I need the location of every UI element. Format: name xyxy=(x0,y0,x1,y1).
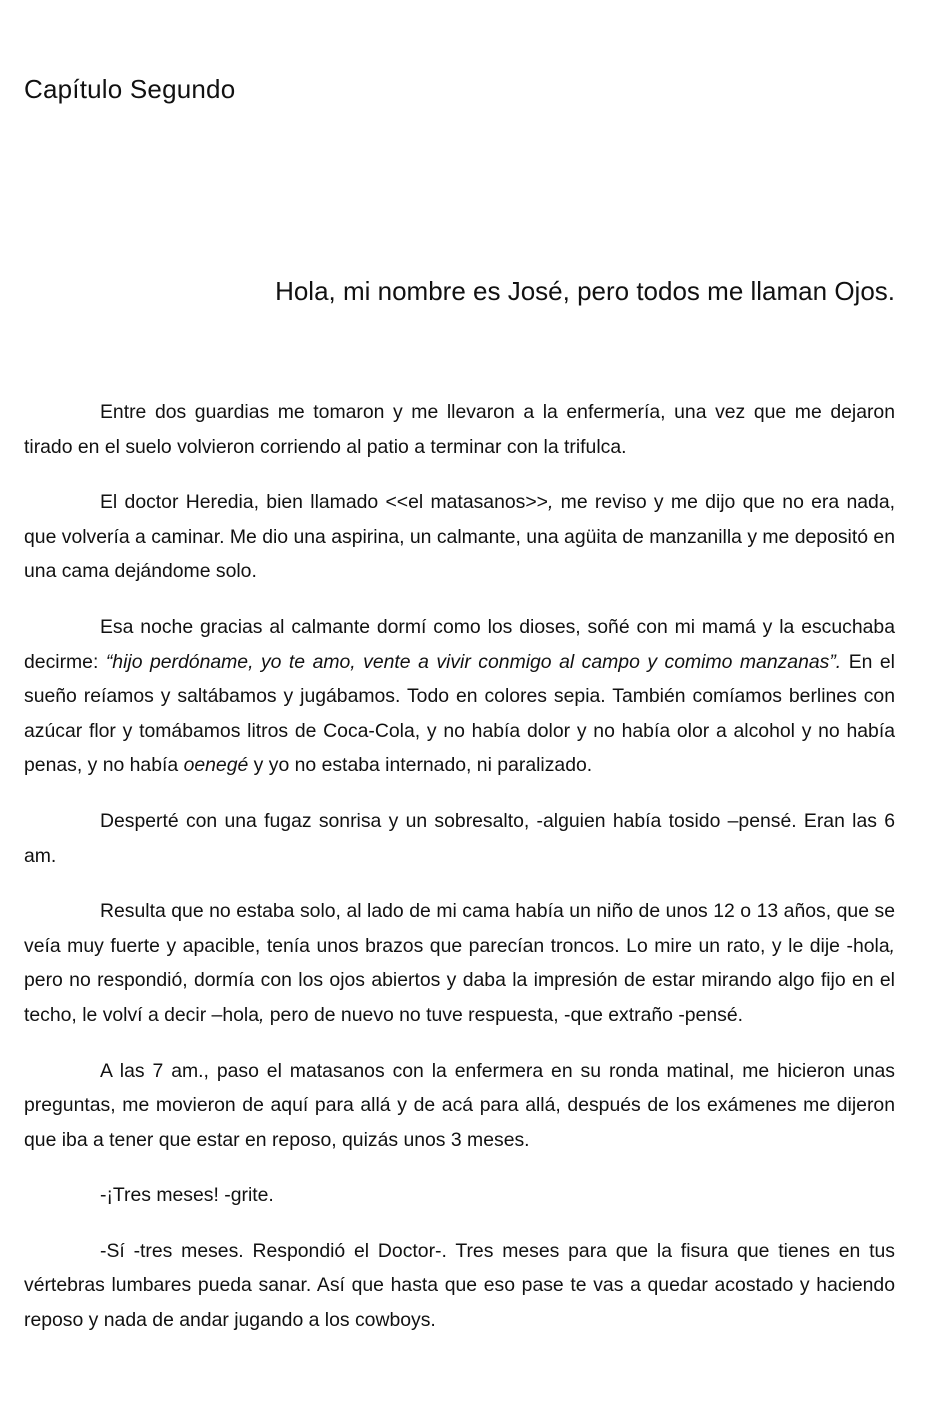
paragraph-5-part-c: pero no respondió, dormía con los ojos abiertos y daba la impresión de estar mirando algo fijo en el techo, le volví a decir –hola xyxy=(24,969,895,1026)
paragraph-5 xyxy=(24,894,895,1032)
epigraph: Hola, mi nombre es José, pero todos me llaman Ojos. xyxy=(275,276,895,306)
paragraph-3 xyxy=(24,610,895,783)
chapter-title: Capítulo Segundo xyxy=(24,74,236,104)
paragraph-4: Desperté con una fugaz sonrisa y un sobresalto, -alguien había tosido –pensé. Eran las 6 am. xyxy=(24,809,895,867)
paragraph-7: -¡Tres meses! -grite. xyxy=(100,1184,274,1207)
paragraph-2-italic-comma: , xyxy=(548,491,554,514)
paragraph-5-part-a: Resulta que no estaba solo, al lado de mi cama había un niño de unos 12 o 13 años, que se veía muy fuerte y apacible, tenía unos brazos que parecían troncos. Lo mire un rato, y le dije -hola xyxy=(24,900,895,957)
paragraph-3-dream-quote: “hijo perdóname, yo te amo, vente a vivir conmigo al campo y comimo manzanas”. xyxy=(105,650,842,673)
paragraph-3-part-a: Esa noche gracias al calmante dormí como los dioses, soñé con mi mamá y la escuchaba decirme: xyxy=(24,615,895,673)
paragraph-5-italic-comma-1: , xyxy=(889,934,895,957)
paragraph-3-italic-word: oenegé xyxy=(183,754,249,777)
paragraph-5-part-e: pero de nuevo no tuve respuesta, -que extraño -pensé. xyxy=(264,1003,743,1026)
paragraph-8: -Sí -tres meses. Respondió el Doctor-. Tres meses para que la fisura que tienes en tus vértebras lumbares pueda sanar. Así que hasta que eso pase te vas a quedar acostado y haciendo reposo y nada de andar jugando a los cowboys. xyxy=(24,1239,895,1332)
paragraph-2-part-c: me reviso y me dijo que no era nada, que volvería a caminar. Me dio una aspirina, un calmante, una agüita de manzanilla y me depositó en una cama dejándome solo. xyxy=(24,491,895,583)
paragraph-5-italic-comma-2: , xyxy=(258,1003,265,1026)
paragraph-1: Entre dos guardias me tomaron y me llevaron a la enfermería, una vez que me dejaron tirado en el suelo volvieron corriendo al patio a terminar con la trifulca. xyxy=(24,401,895,458)
paragraph-3-part-c: En el sueño reíamos y saltábamos y jugábamos. Todo en colores sepia. También comíamos berlines con azúcar flor y tomábamos litros de Coca-Cola, y no había dolor y no había olor a alcohol y no había penas, y no había xyxy=(24,650,895,777)
paragraph-3-part-e: y yo no estaba internado, ni paralizado. xyxy=(248,754,593,777)
paragraph-6: A las 7 am., paso el matasanos con la enfermera en su ronda matinal, me hicieron unas preguntas, me movieron de aquí para allá y de acá para allá, después de los exámenes me dijeron que iba a tener que estar en reposo, quizás unos 3 meses. xyxy=(24,1059,895,1151)
paragraph-2-part-a: El doctor Heredia, bien llamado <<el matasanos>> xyxy=(100,491,548,514)
paragraph-2 xyxy=(24,485,895,589)
body-text xyxy=(24,395,895,1359)
